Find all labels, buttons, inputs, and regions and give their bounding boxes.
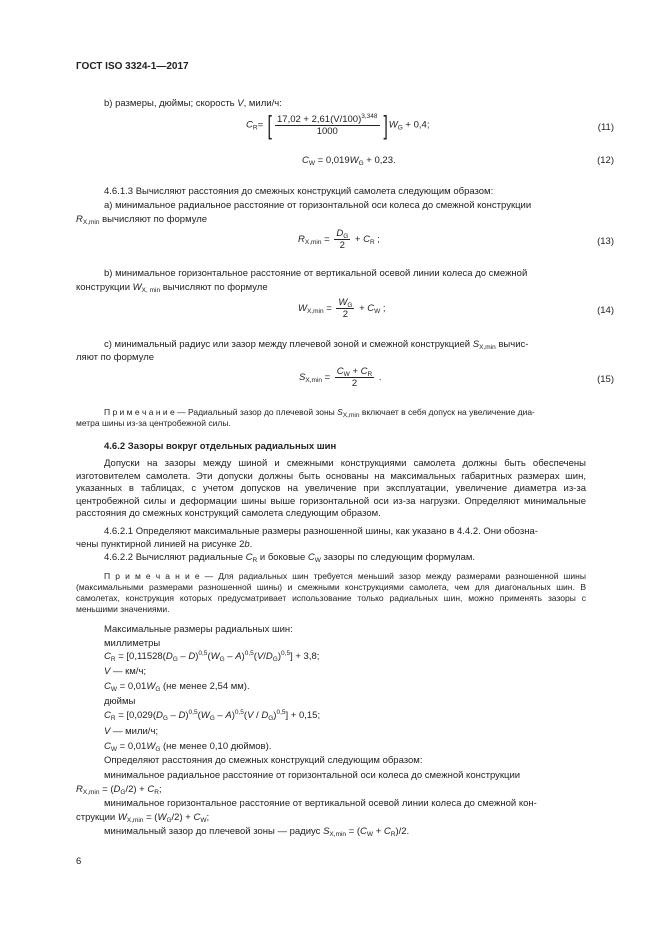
equation-number-15: (15) (597, 374, 614, 385)
radial-distance-line2: $R_{X,min} = (D_G/2) + C_R$; (76, 784, 162, 796)
paragraph-462: Допуски на зазоры между шиной и смежными конструкциями самолета должны быть обеспечены изготовителем самолета. Эти допуски должны быть основаны на максимальных габаритных размерах шин, указанных в таблицах, с учетом допусков на увеличение при эксплуатации, увеличение диаметра из-за центробежной силы и деформации шины выше горизонтальной оси из-за нагрузки. Определяют минимальные расстояния до смежных конструкций самолета следующим образом. (76, 458, 586, 519)
formula-cw-inches: $C_W = 0,01W_G$ (не менее 0,10 дюймов). (104, 741, 272, 753)
units-millimeters: миллиметры (104, 638, 161, 649)
paragraph-4621-line1: 4.6.2.1 Определяют максимальные размеры разношенной шины, как указано в 4.4.2. Они обозна- (104, 526, 538, 537)
formula-v-mph: V — мили/ч; (104, 726, 159, 737)
formula-v-kmh: V — км/ч; (104, 666, 147, 677)
equation-11: $C_R=$ [ $\frac{17,02 + 2,61(V/100)^{3,348}}{1000}$ ]$W_G + 0,4$; (246, 110, 430, 140)
section-heading-462: 4.6.2 Зазоры вокруг отдельных радиальных шин (104, 441, 337, 452)
equation-number-13: (13) (597, 236, 614, 247)
equation-number-14: (14) (597, 305, 614, 316)
paragraph-4622: 4.6.2.2 Вычисляют радиальные $C_R$ и боковые $C_W$ зазоры по следующим формулам. (104, 552, 476, 564)
equation-14: $W_{X,min}$ = $\frac{W_G}{2}$ + $C_W$ ; (298, 297, 386, 320)
formula-cr-inches: $C_R = [0,029(D_G - D)^{0,5}(W_G - A)^{0,5}(V / D_G)^{0,5}] + 0,15$; (104, 709, 321, 722)
shoulder-clearance: минимальный зазор до плечевой зоны — радиус $S_{X,min} = (C_W + C_R)/2$. (104, 826, 410, 838)
paragraph-c-line2: ляют по формуле (76, 352, 155, 363)
formula-cr-mm: $C_R = [0,11528(D_G - D)^{0,5}(W_G - A)^{0,5}(V/D_G)^{0,5}] + 3,8$; (104, 650, 320, 663)
note-2: П р и м е ч а н и е — Для радиальных шин требуется меньший зазор между размерами разношенной шины (максимальными размерами разношенной шины) и смежными конструкциями самолета, чем для диагональных шин. В самолетах, конструкция которых предусматривает использование только радиальных шин, можно применять зазоры с меньшими значениями. (76, 571, 586, 614)
horizontal-distance-line1: минимальное горизонтальное расстояние от вертикальной осевой линии колеса до смежной кон- (104, 798, 537, 809)
paragraph-c-line1: с) минимальный радиус или зазор между плечевой зоной и смежной конструкцией $S_{X,min}$ вычис- (104, 339, 529, 351)
paragraph-b-line2: конструкции $W_{X, min}$ вычисляют по формуле (76, 282, 268, 294)
section-b-intro: b) размеры, дюймы; скорость V, мили/ч: (104, 98, 282, 109)
paragraph-4621-line2: чены пунктирной линией на рисунке 2b. (76, 539, 253, 550)
equation-number-12: (12) (597, 155, 614, 166)
page-number: 6 (76, 856, 82, 867)
equation-number-11: (11) (597, 122, 614, 133)
paragraph-a-line2: $R_{X,min}$ вычисляют по формуле (76, 214, 208, 226)
max-sizes-heading: Максимальные размеры радиальных шин: (104, 624, 293, 635)
note-1-line1: П р и м е ч а н и е — Радиальный зазор до плечевой зоны $S_{X,min}$ включает в себя допуск на увеличение диа- (104, 407, 535, 419)
equation-13: $R_{X,min}$ = $\frac{D_G}{2}$ + $C_R$ ; (298, 228, 380, 251)
paragraph-b-line1: b) минимальное горизонтальное расстояние от вертикальной осевой линии колеса до смежной (104, 268, 528, 279)
determine-distances: Определяют расстояния до смежных конструкций следующим образом: (104, 755, 423, 766)
paragraph-a-line1: а) минимальное радиальное расстояние от горизонтальной оси колеса до смежной конструкции (104, 200, 532, 211)
horizontal-distance-line2: струкции $W_{X,min} = (W_G/2) + C_W$; (76, 812, 210, 824)
radial-distance-line1: минимальное радиальное расстояние от горизонтальной оси колеса до смежной конструкции (104, 770, 521, 781)
equation-12: $C_W = 0,019W_G + 0,23$. (302, 155, 396, 167)
document-code: ГОСТ ISO 3324-1—2017 (76, 61, 189, 72)
note-1-line2: метра шины из-за центробежной силы. (76, 418, 231, 428)
formula-cw-mm: $C_W = 0,01W_G$ (не менее 2,54 мм). (104, 681, 250, 693)
units-inches: дюймы (104, 696, 136, 707)
paragraph-4613: 4.6.1.3 Вычисляют расстояния до смежных конструкций самолета следующим образом: (104, 186, 494, 197)
equation-15: $S_{X,min}$ = $\frac{C_W + C_R}{2}$ . (299, 366, 382, 389)
